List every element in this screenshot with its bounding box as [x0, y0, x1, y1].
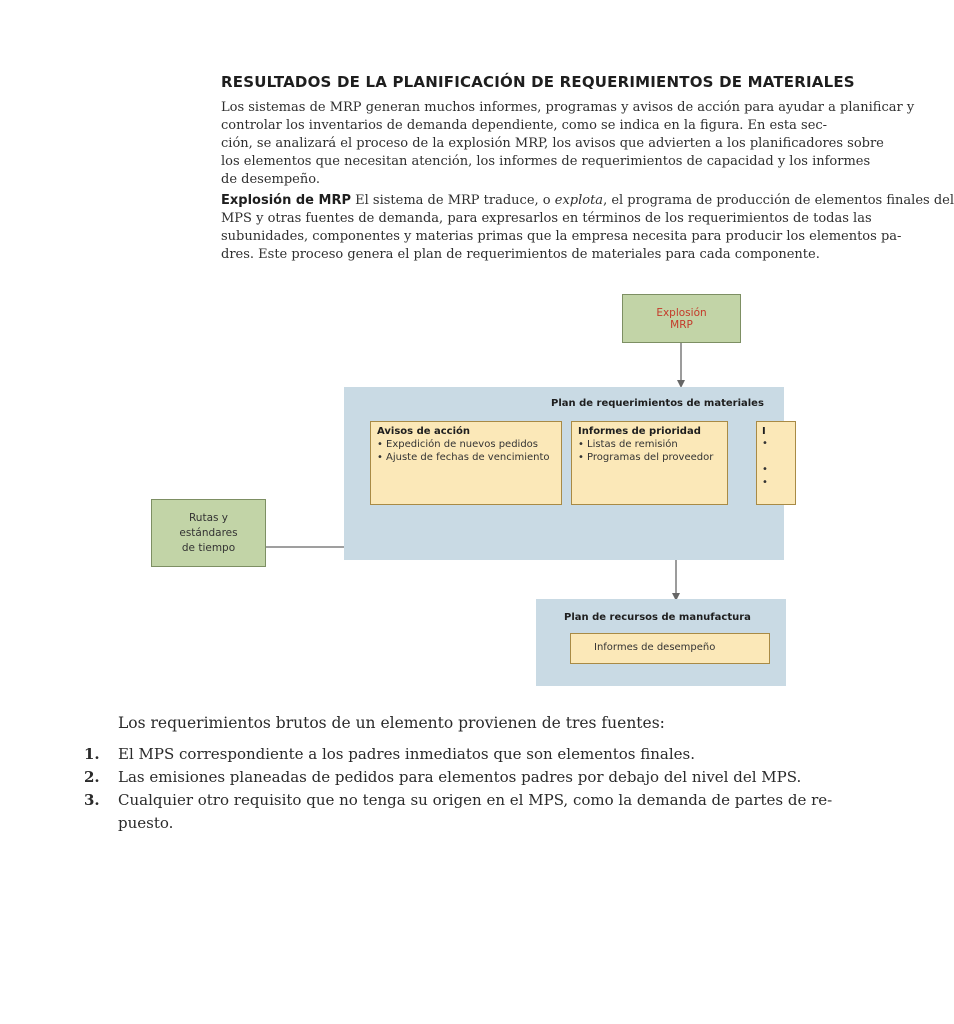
explosion-line-1-post: , el programa de producción de elementos finales del [603, 193, 954, 208]
list-item-number: 2. [84, 768, 100, 786]
explosion-mrp-box [622, 294, 741, 343]
explosion-line-3: subunidades, componentes y materias primas que la empresa necesita para producir los elementos pa- [221, 229, 902, 244]
list-item-text: El MPS correspondiente a los padres inmediatos que son elementos finales. [118, 745, 696, 763]
mrp2-title: Plan de recursos de manufactura [564, 612, 751, 623]
priority-report-item: • Programas del proveedor [578, 451, 721, 464]
routings-standards-box [151, 499, 266, 567]
explosion-line-1-em: explota [554, 193, 604, 208]
list-item-text: Las emisiones planeadas de pedidos para elementos padres por debajo del nivel del MPS. [118, 768, 802, 786]
list-item-text-continued: puesto. [118, 814, 174, 832]
action-notices-title: Avisos de acción [377, 426, 471, 437]
explosion-box-line-1: Explosión [656, 306, 707, 319]
performance-reports-label: Informes de desempeño [594, 642, 716, 653]
explosion-lead: Explosión de MRP [221, 193, 351, 208]
intro-line-1: Los sistemas de MRP generan muchos informes, programas y avisos de acción para ayudar a planificar y [221, 100, 915, 115]
action-notice-item: • Expedición de nuevos pedidos [377, 438, 555, 451]
material-plan-title: Plan de requerimientos de materiales [551, 398, 764, 409]
intro-line-3: ción, se analizará el proceso de la explosión MRP, los avisos que advierten a los planificadores sobre [221, 136, 884, 151]
intro-line-4: los elementos que necesitan atención, los informes de requerimientos de capacidad y los informes [221, 154, 871, 169]
intro-line-5: de desempeño. [221, 172, 320, 187]
explosion-line-1-pre: El sistema de MRP traduce, o [351, 193, 555, 208]
routings-line-3: de tiempo [181, 541, 236, 554]
action-notice-item: • Ajuste de fechas de vencimiento [377, 451, 555, 464]
intro-line-2: controlar los inventarios de demanda dependiente, como se indica en la figura. En esta sec- [221, 118, 828, 133]
performance-reports-box [570, 633, 770, 664]
priority-reports-title: Informes de prioridad [578, 426, 701, 437]
routings-line-2: estándares [179, 526, 238, 539]
explosion-line-4: dres. Este proceso genera el plan de requerimientos de materiales para cada componente. [221, 247, 820, 262]
priority-report-item: • Listas de remisión [578, 438, 721, 451]
routings-line-1: Rutas y [188, 511, 229, 524]
list-item-text: Cualquier otro requisito que no tenga su origen en el MPS, como la demanda de partes de re- [118, 791, 833, 809]
list-item-number: 1. [84, 745, 100, 763]
section-heading: RESULTADOS DE LA PLANIFICACIÓN DE REQUERIMIENTOS DE MATERIALES [221, 73, 855, 91]
priority-reports-box [571, 421, 728, 505]
action-notices-box [370, 421, 562, 505]
explosion-line-2: MPS y otras fuentes de demanda, para expresarlos en términos de los requerimientos de todas las [221, 211, 872, 226]
capacity-box-title-partial: I [762, 426, 766, 437]
sources-intro: Los requerimientos brutos de un elemento provienen de tres fuentes: [118, 714, 665, 732]
explosion-box-line-2: MRP [670, 318, 693, 331]
list-item-number: 3. [84, 791, 100, 809]
capacity-reports-box-partial: I • • • [756, 421, 796, 505]
